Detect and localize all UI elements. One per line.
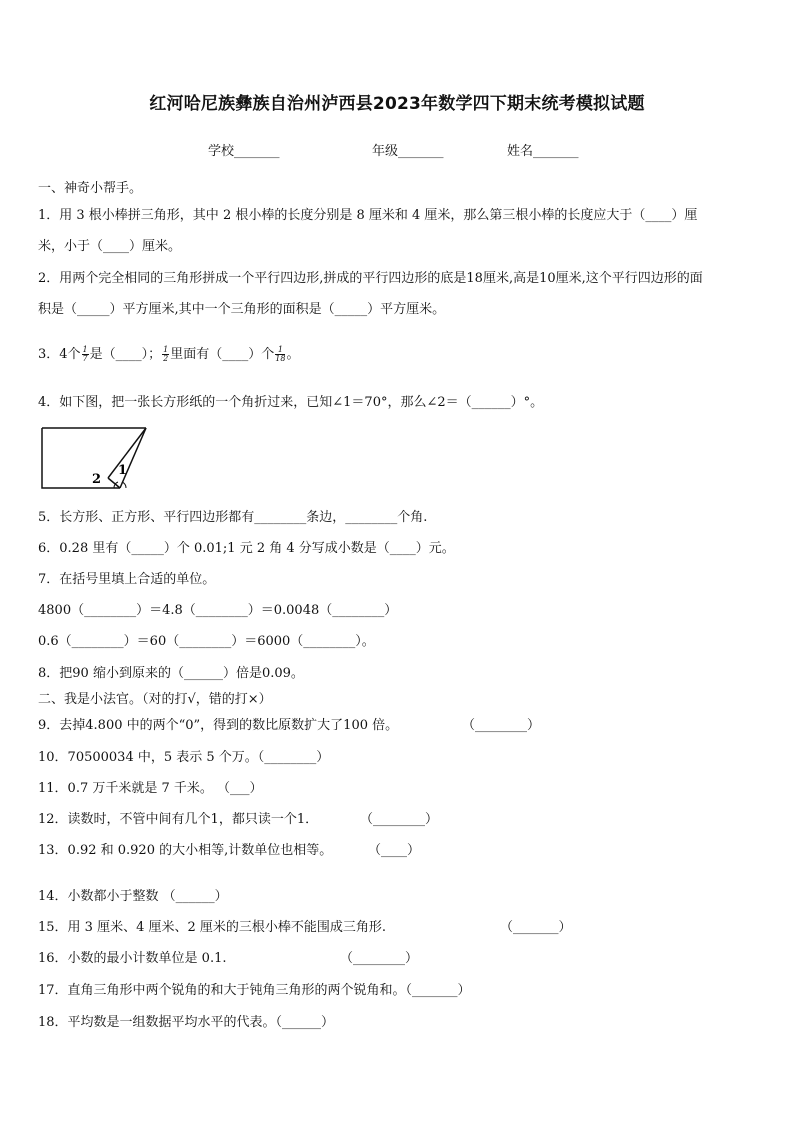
question-14: 14．小数都小于整数 （______） [38, 889, 228, 904]
fraction-1-7: $\frac{1}{7}$ [82, 345, 88, 363]
question-7-line1: 4800（________）＝4.8（________）＝0.0048（________） [38, 603, 398, 618]
question-17: 17．直角三角形中两个锐角的和大于钝角三角形的两个锐角和。（_______） [38, 983, 471, 998]
question-7-line2: 0.6（________）＝60（________）＝6000（________）。 [38, 634, 375, 649]
question-2-line1: 2．用两个完全相同的三角形拼成一个平行四边形,拼成的平行四边形的底是18厘米,高是10厘米,这个平行四边形的面 [38, 271, 703, 286]
question-3-part3: 里面有（____）个 [170, 347, 275, 362]
question-16-blank[interactable]: （________） [340, 951, 419, 966]
fraction-1-2: $\frac{1}{2}$ [163, 345, 169, 363]
angle-1-label: 1 [118, 463, 128, 478]
school-field[interactable]: 学校_______ [208, 144, 280, 159]
question-3-part2: 是（____）； [89, 347, 162, 362]
fraction-1-18: $\frac{1}{18}$ [275, 345, 286, 363]
section2-heading: 二、我是小法官。（对的打√，错的打×） [38, 692, 272, 707]
question-16: 16．小数的最小计数单位是 0.1. [38, 951, 227, 966]
question-9: 9．去掉4.800 中的两个“0”，得到的数比原数扩大了100 倍。 [38, 718, 399, 733]
question-18: 18．平均数是一组数据平均水平的代表。（______） [38, 1015, 335, 1030]
question-3-part1: 3．4个 [38, 347, 81, 362]
question-12-blank[interactable]: （________） [360, 812, 439, 827]
folded-rectangle-figure [40, 426, 152, 492]
question-10: 10．70500034 中，5 表示 5 个万。（________） [38, 750, 330, 765]
question-8: 8．把90 缩小到原来的（______）倍是0.09。 [38, 666, 304, 681]
question-1-line1: 1．用 3 根小棒拼三角形，其中 2 根小棒的长度分别是 8 厘米和 4 厘米，那么第三根小棒的长度应大于（____）厘 [38, 208, 698, 223]
question-5: 5．长方形、正方形、平行四边形都有________条边，________个角. [38, 510, 428, 525]
question-6: 6．0.28 里有（_____）个 0.01;1 元 2 角 4 分写成小数是（____）元。 [38, 541, 455, 556]
grade-field[interactable]: 年级_______ [372, 144, 444, 159]
question-7: 7．在括号里填上合适的单位。 [38, 572, 216, 587]
section1-heading: 一、神奇小帮手。 [38, 181, 143, 196]
question-3 [38, 346, 299, 363]
question-9-blank[interactable]: （________） [462, 718, 541, 733]
question-4: 4．如下图，把一张长方形纸的一个角折过来，已知∠1＝70°，那么∠2＝（______）°。 [38, 395, 544, 410]
name-field[interactable]: 姓名_______ [507, 144, 579, 159]
question-13: 13．0.92 和 0.920 的大小相等,计数单位也相等。 [38, 843, 333, 858]
page-title: 红河哈尼族彝族自治州泸西县2023年数学四下期末统考模拟试题 [149, 94, 645, 114]
question-2-line2: 积是（_____）平方厘米,其中一个三角形的面积是（_____）平方厘米。 [38, 302, 446, 317]
question-3-part4: 。 [286, 347, 300, 362]
question-13-blank[interactable]: （____） [368, 843, 421, 858]
question-12: 12．读数时，不管中间有几个1，都只读一个1． [38, 812, 319, 827]
question-15: 15．用 3 厘米、4 厘米、2 厘米的三根小棒不能围成三角形. [38, 920, 387, 935]
question-15-blank[interactable]: （_______） [500, 920, 572, 935]
question-11: 11．0.7 万千米就是 7 千米。 （___） [38, 781, 263, 796]
question-1-line2: 米，小于（____）厘米。 [38, 239, 182, 254]
angle-2-label: 2 [92, 472, 102, 487]
